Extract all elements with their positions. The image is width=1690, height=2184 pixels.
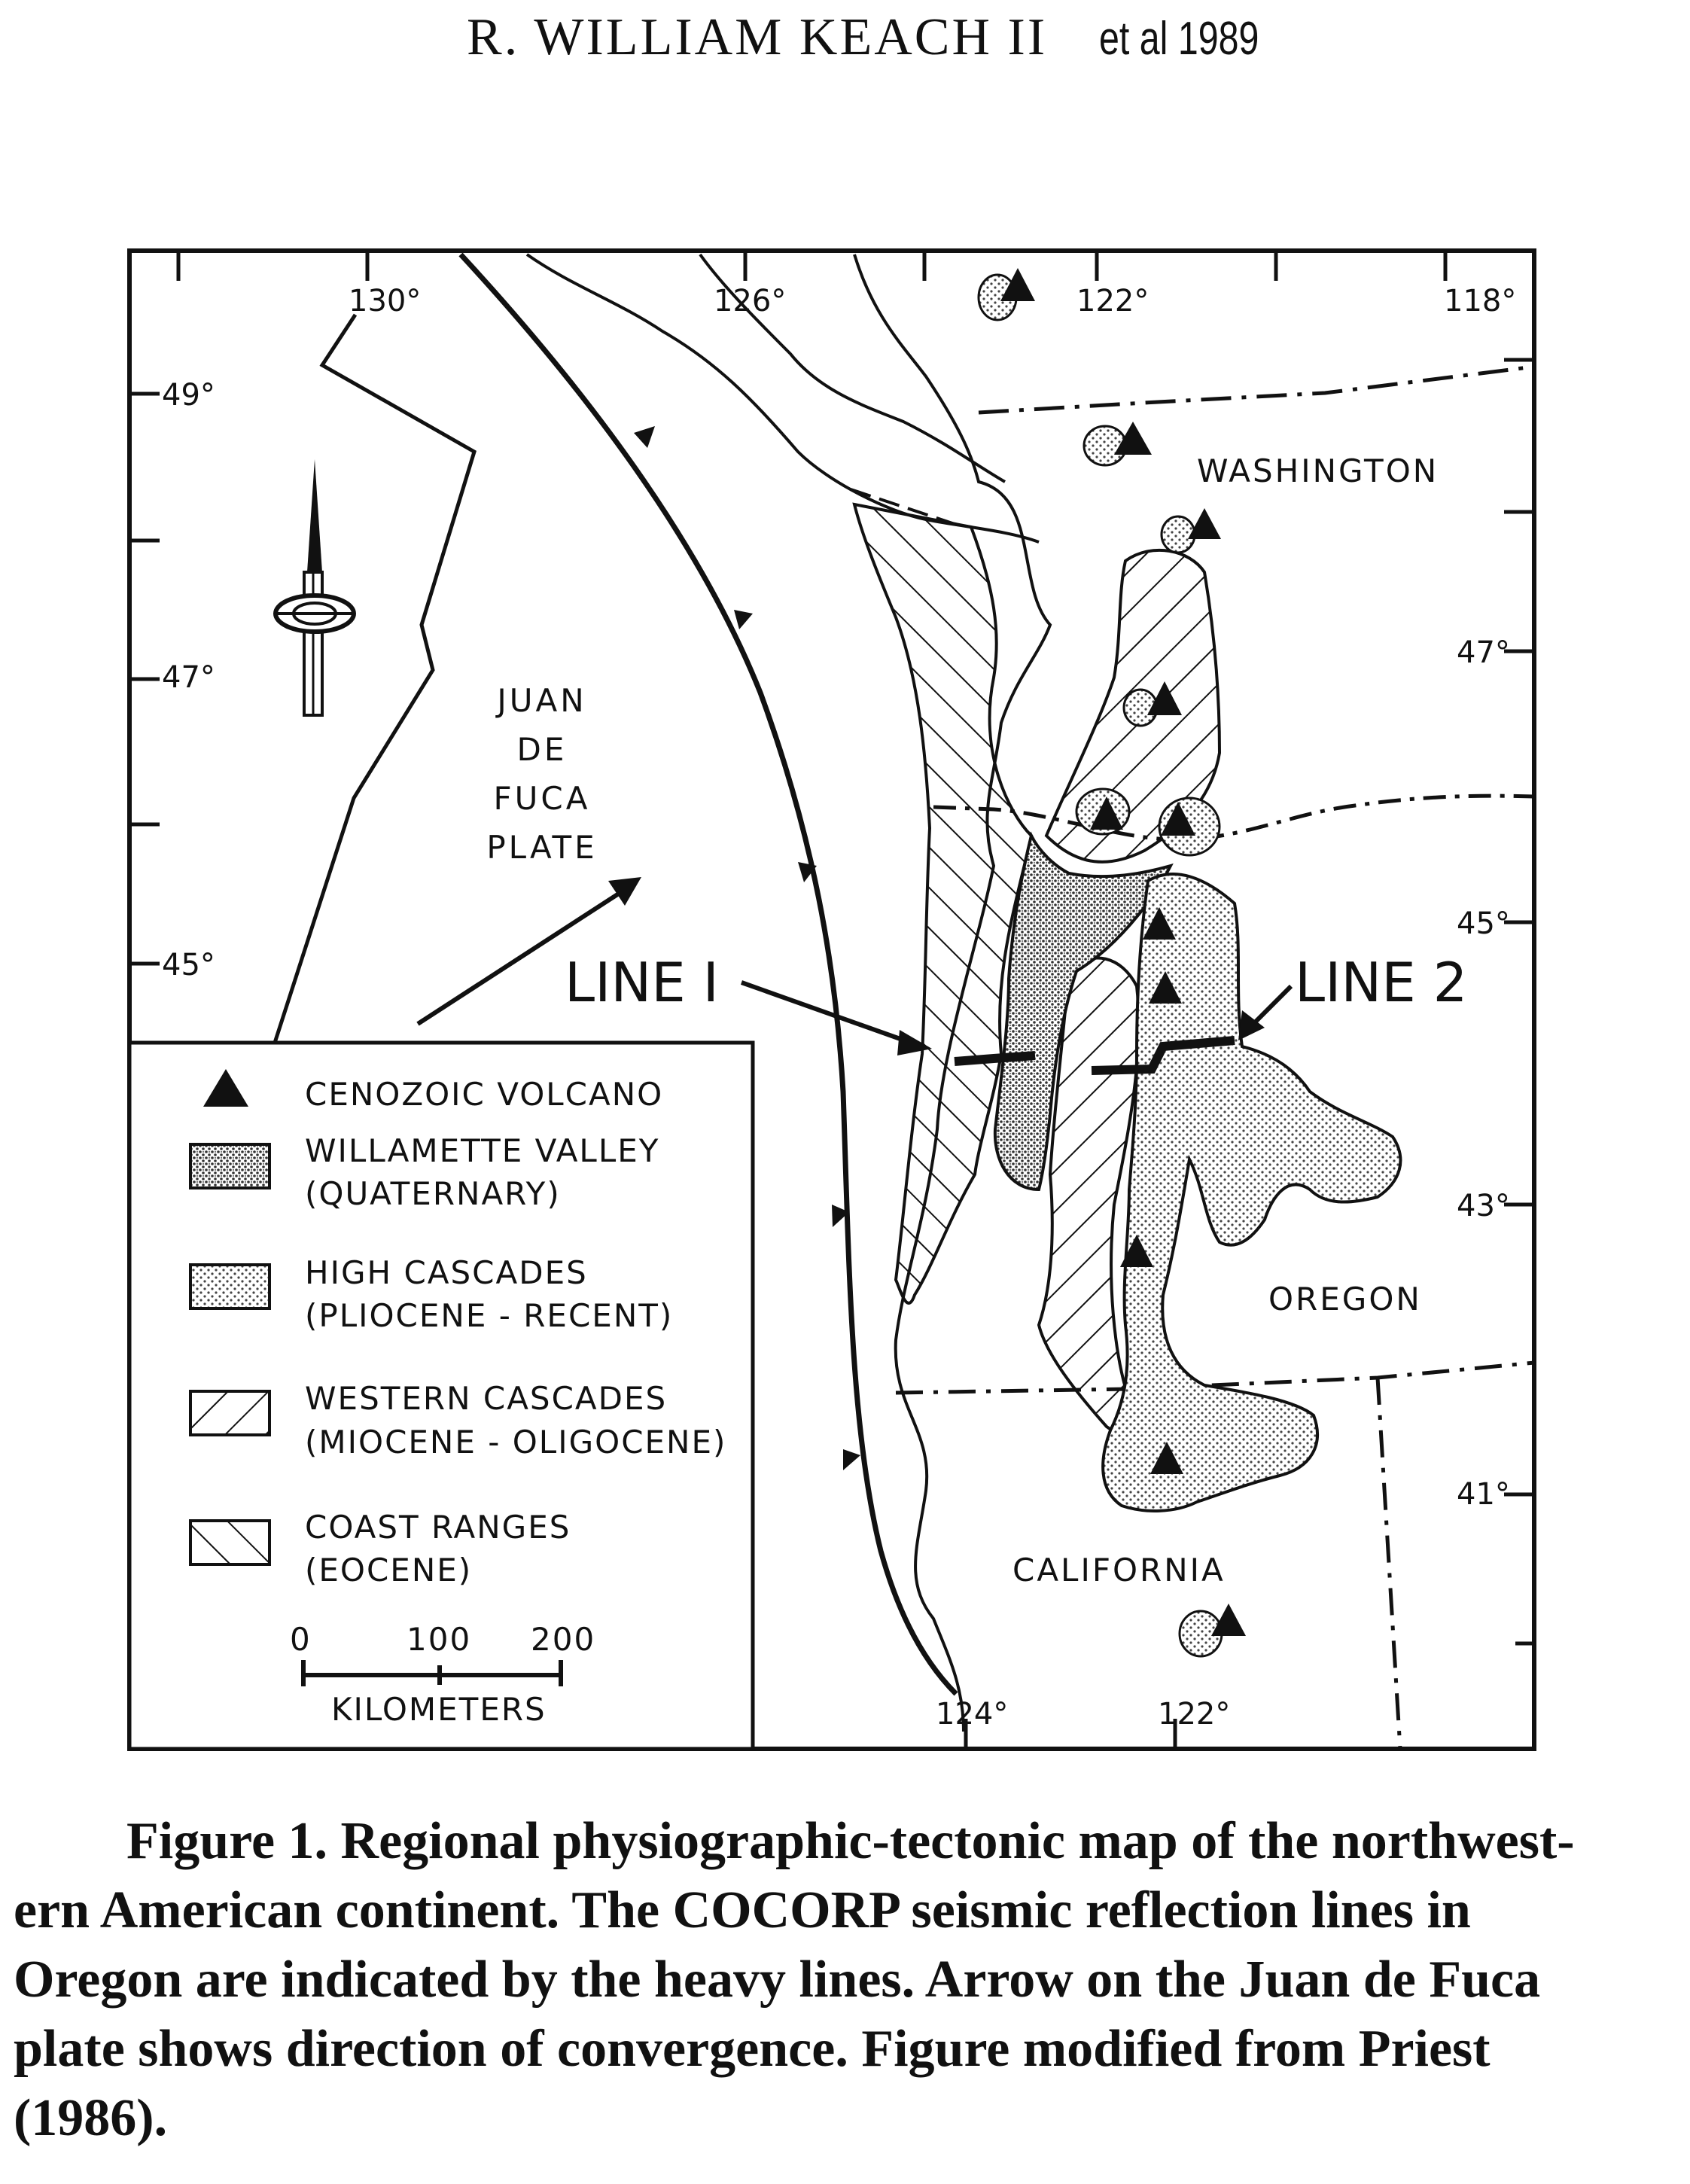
lon-label-130: 130° xyxy=(349,284,422,318)
scale-tick-200: 200 xyxy=(531,1621,596,1658)
scale-tick-0: 0 xyxy=(290,1621,312,1658)
border-california-nevada xyxy=(1378,1378,1400,1749)
legend-item-volcano: CENOZOIC VOLCANO xyxy=(305,1076,664,1113)
author-name: R. WILLIAM KEACH II xyxy=(467,8,1048,66)
legend-item-coast-ranges-age: (EOCENE) xyxy=(305,1552,473,1589)
north-arrow-icon xyxy=(276,459,354,715)
caption-line-2: ern American continent. The COCORP seismic reflection lines in xyxy=(14,1881,1471,1939)
lon-label-122-bottom: 122° xyxy=(1158,1697,1231,1732)
figure-caption xyxy=(14,1807,1655,2153)
legend-item-high-cascades: HIGH CASCADES xyxy=(305,1254,588,1291)
line2-pointer xyxy=(1238,986,1291,1040)
legend-item-willamette-age: (QUATERNARY) xyxy=(305,1175,561,1212)
plate-label-line-3: FUCA xyxy=(493,780,591,817)
plate-label-line-1: JUAN xyxy=(497,682,587,719)
caption-line-3: Oregon are indicated by the heavy lines. Arrow on the Juan de Fuca xyxy=(14,1951,1541,2009)
lat-label-45-right: 45° xyxy=(1457,906,1510,941)
legend-item-western-cascades-age: (MIOCENE - OLIGOCENE) xyxy=(305,1424,727,1461)
plate-label xyxy=(486,682,597,866)
legend-item-coast-ranges: COAST RANGES xyxy=(305,1509,571,1546)
seismic-line-1 xyxy=(955,1055,1035,1062)
caption-line-4: plate shows direction of convergence. Figure modified from Priest xyxy=(14,2020,1491,2078)
legend-swatch-willamette xyxy=(190,1144,269,1188)
scale-unit: KILOMETERS xyxy=(331,1691,547,1728)
scale-tick-100: 100 xyxy=(407,1621,472,1658)
state-label-oregon: OREGON xyxy=(1268,1281,1422,1317)
caption-line-5: (1986). xyxy=(14,2089,168,2147)
legend-item-high-cascades-age: (PLIOCENE - RECENT) xyxy=(305,1297,674,1334)
legend-swatch-high-cascades xyxy=(190,1265,269,1308)
lat-label-47-right: 47° xyxy=(1457,635,1510,670)
line2-label: LINE 2 xyxy=(1295,951,1468,1014)
state-label-california: CALIFORNIA xyxy=(1012,1552,1226,1589)
legend-swatch-coast-ranges xyxy=(190,1521,269,1564)
lat-label-47: 47° xyxy=(162,660,215,695)
caption-line-1: Figure 1. Regional physiographic-tectonic map of the northwest- xyxy=(126,1812,1575,1870)
lon-label-122: 122° xyxy=(1076,284,1150,318)
plate-label-line-4: PLATE xyxy=(486,829,598,866)
lat-label-41-right: 41° xyxy=(1457,1477,1510,1512)
legend-item-willamette: WILLAMETTE VALLEY xyxy=(305,1132,660,1169)
plate-label-line-2: DE xyxy=(516,731,568,768)
legend-item-western-cascades: WESTERN CASCADES xyxy=(305,1380,668,1417)
state-label-washington: WASHINGTON xyxy=(1197,452,1439,489)
lat-label-45: 45° xyxy=(162,948,215,982)
line1-label: LINE I xyxy=(565,951,719,1014)
border-canada-us xyxy=(979,367,1534,413)
author-year: et al 1989 xyxy=(1099,13,1259,65)
legend-swatch-western-cascades xyxy=(190,1391,269,1435)
lat-label-49: 49° xyxy=(162,378,215,413)
lon-label-126: 126° xyxy=(714,284,787,318)
lon-label-124-bottom: 124° xyxy=(936,1697,1009,1732)
coast-ranges-area xyxy=(854,504,1031,1303)
lat-label-43-right: 43° xyxy=(1457,1189,1510,1223)
lon-label-118: 118° xyxy=(1444,284,1517,318)
